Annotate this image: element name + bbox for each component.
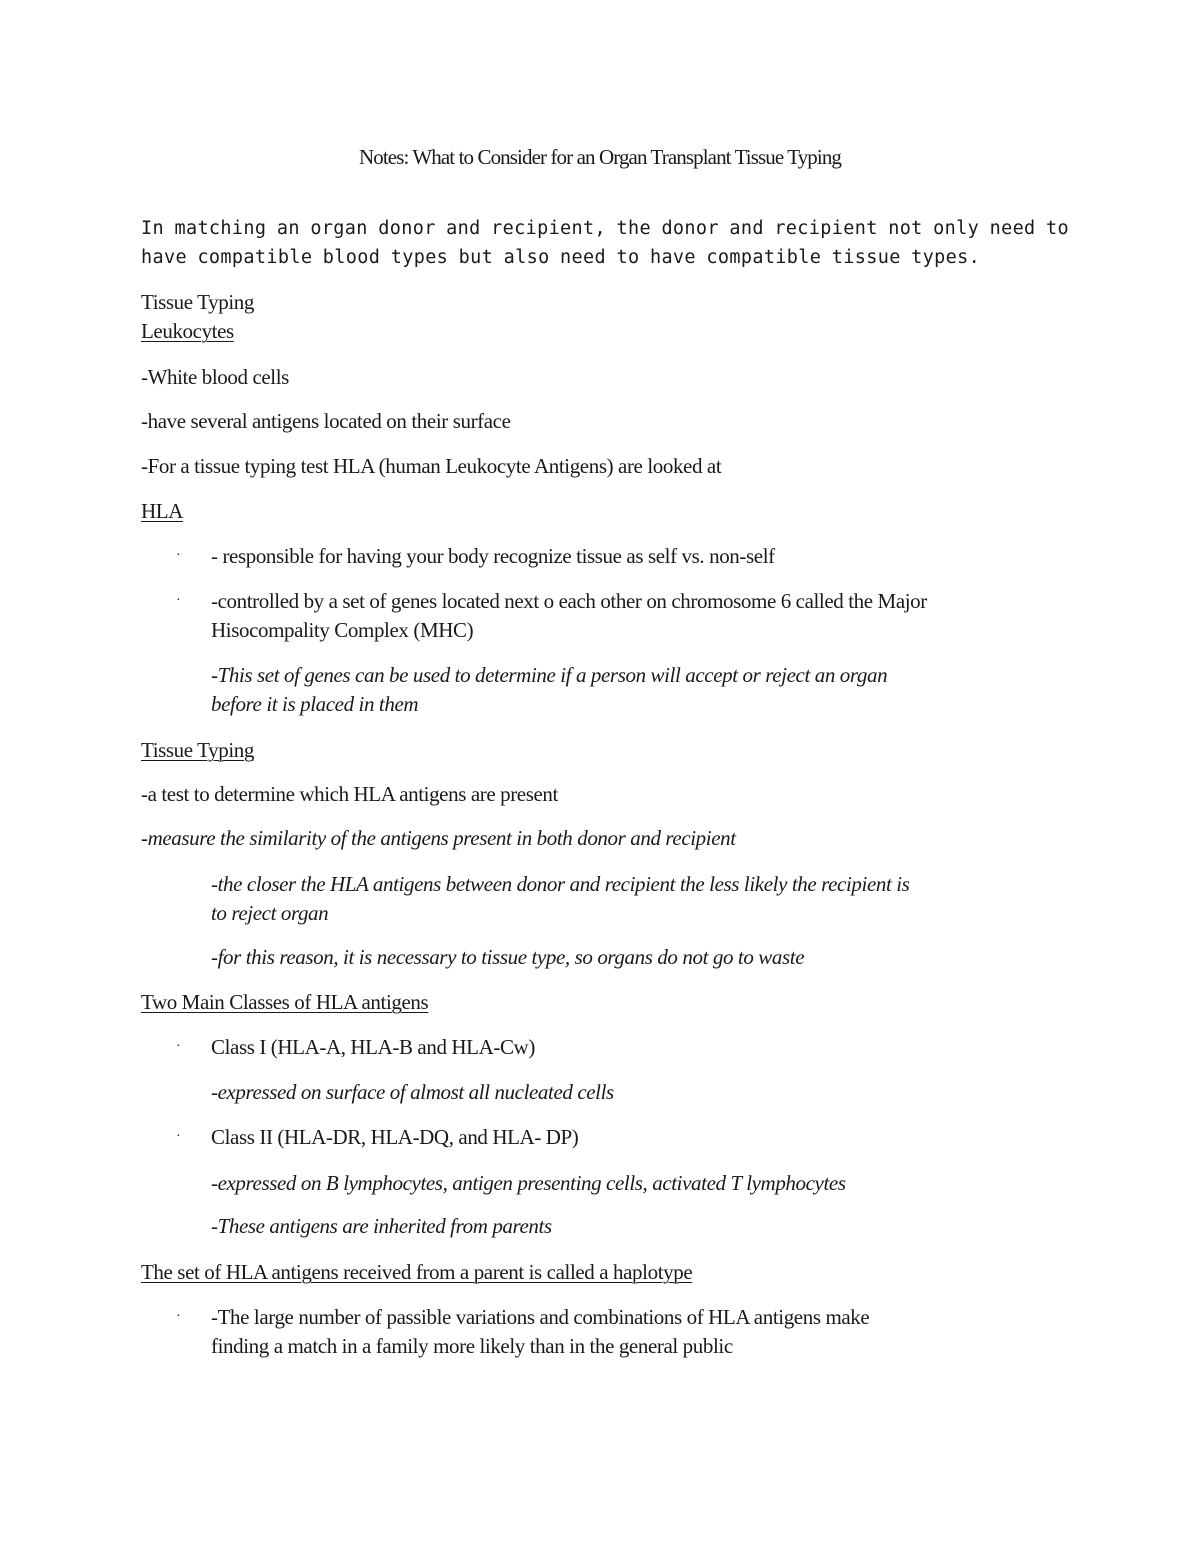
haplotype-heading: The set of HLA antigens received from a parent is called a haplotype (141, 1260, 693, 1284)
document-title: Notes: What to Consider for an Organ Transplant Tissue Typing (358, 145, 842, 169)
hla-note-line-1: -This set of genes can be used to determine if a person will accept or reject an organ (211, 663, 888, 687)
bullet-marker: · (176, 1039, 181, 1054)
class-2-label: Class II (HLA-DR, HLA-DQ, and HLA- DP) (211, 1125, 579, 1149)
leukocytes-item: -have several antigens located on their surface (141, 409, 511, 433)
tissue-typing-item-1: -a test to determine which HLA antigens are present (141, 782, 558, 806)
tissue-typing-heading: Tissue Typing (141, 738, 254, 762)
haplotype-bullet-line-2: finding a match in a family more likely than in the general public (211, 1334, 733, 1358)
tissue-typing-sub-1-line-1: -the closer the HLA antigens between donor and recipient the less likely the recipient is (211, 872, 910, 896)
bullet-marker: · (176, 1129, 181, 1144)
bullet-marker: · (176, 548, 181, 563)
tissue-typing-label: Tissue Typing (141, 290, 254, 314)
bullet-marker: · (176, 593, 181, 608)
hla-bullet-1: - responsible for having your body recognize tissue as self vs. non-self (211, 544, 775, 568)
class-2-note-2: -These antigens are inherited from parents (211, 1214, 552, 1238)
hla-bullet-2-line-1: -controlled by a set of genes located next o each other on chromosome 6 called the Major (211, 589, 927, 613)
tissue-typing-sub-2: -for this reason, it is necessary to tissue type, so organs do not go to waste (211, 945, 805, 969)
class-1-label: Class I (HLA-A, HLA-B and HLA-Cw) (211, 1035, 535, 1059)
tissue-typing-sub-1-line-2: to reject organ (211, 901, 329, 925)
intro-line-1: In matching an organ donor and recipient, the donor and recipient not only need to (141, 218, 1070, 239)
intro-line-2: have compatible blood types but also need to have compatible tissue types. (141, 247, 981, 268)
bullet-marker: · (176, 1309, 181, 1324)
leukocytes-item: -White blood cells (141, 365, 289, 389)
hla-bullet-2-line-2: Hisocompality Complex (MHC) (211, 618, 474, 642)
hla-note-line-2: before it is placed in them (211, 692, 419, 716)
class-2-note-1: -expressed on B lymphocytes, antigen presenting cells, activated T lymphocytes (211, 1171, 846, 1195)
leukocytes-heading: Leukocytes (141, 319, 234, 343)
leukocytes-item: -For a tissue typing test HLA (human Leukocyte Antigens) are looked at (141, 454, 722, 478)
classes-heading: Two Main Classes of HLA antigens (141, 990, 429, 1014)
class-1-note: -expressed on surface of almost all nucleated cells (211, 1080, 614, 1104)
haplotype-bullet-line-1: -The large number of passible variations and combinations of HLA antigens make (211, 1305, 870, 1329)
tissue-typing-item-2: -measure the similarity of the antigens present in both donor and recipient (141, 826, 736, 850)
hla-heading: HLA (141, 499, 183, 523)
